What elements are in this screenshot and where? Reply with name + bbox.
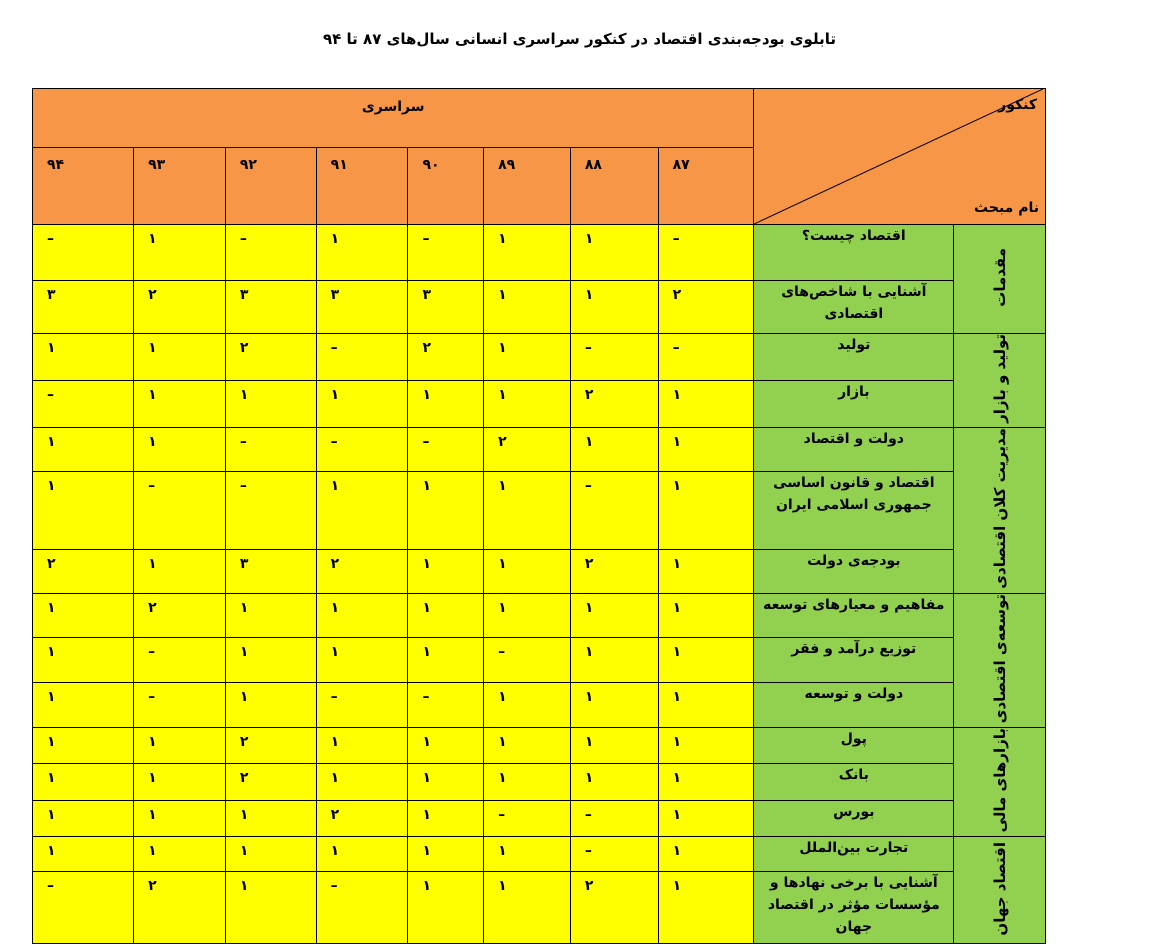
value-cell: ۲ bbox=[225, 334, 316, 381]
value-cell: ۲ bbox=[225, 727, 316, 763]
value-cell: ۱ bbox=[316, 225, 408, 281]
value-cell: – bbox=[316, 872, 408, 944]
topic-cell: آشنایی با شاخص‌های اقتصادی bbox=[754, 281, 954, 334]
topic-cell: توزیع درآمد و فقر bbox=[754, 638, 954, 683]
value-cell: – bbox=[225, 427, 316, 471]
year-header: ۸۸ bbox=[570, 148, 658, 225]
value-cell: ۲ bbox=[225, 764, 316, 800]
value-cell: ۱ bbox=[33, 837, 134, 872]
value-cell: ۱ bbox=[658, 727, 754, 763]
value-cell: – bbox=[570, 800, 658, 836]
table-row bbox=[33, 225, 1046, 281]
value-cell: ۱ bbox=[134, 334, 226, 381]
value-cell: ۱ bbox=[484, 727, 571, 763]
value-cell: ۱ bbox=[134, 727, 226, 763]
value-cell: ۳ bbox=[33, 281, 134, 334]
value-cell: ۱ bbox=[484, 334, 571, 381]
value-cell: – bbox=[484, 800, 571, 836]
topic-cell: اقتصاد و قانون اساسی جمهوری اسلامی ایران bbox=[754, 471, 954, 549]
corner-cell bbox=[754, 89, 1046, 225]
category-cell bbox=[954, 334, 1046, 428]
value-cell: ۱ bbox=[658, 427, 754, 471]
value-cell: ۱ bbox=[484, 683, 571, 728]
value-cell: ۱ bbox=[316, 727, 408, 763]
table-row bbox=[33, 549, 1046, 593]
value-cell: ۱ bbox=[484, 225, 571, 281]
value-cell: ۱ bbox=[570, 427, 658, 471]
value-cell: ۱ bbox=[33, 593, 134, 638]
value-cell: ۱ bbox=[658, 800, 754, 836]
value-cell: ۱ bbox=[570, 764, 658, 800]
table-row bbox=[33, 727, 1046, 763]
value-cell: ۱ bbox=[658, 549, 754, 593]
category-label: مقدمات bbox=[990, 247, 1009, 307]
value-cell: – bbox=[658, 225, 754, 281]
value-cell: ۱ bbox=[316, 764, 408, 800]
value-cell: ۱ bbox=[570, 225, 658, 281]
value-cell: ۱ bbox=[408, 549, 484, 593]
value-cell: ۱ bbox=[658, 638, 754, 683]
value-cell: ۱ bbox=[225, 800, 316, 836]
year-header: ۸۹ bbox=[484, 148, 571, 225]
value-cell: ۱ bbox=[225, 837, 316, 872]
value-cell: ۲ bbox=[33, 549, 134, 593]
value-cell: ۱ bbox=[408, 593, 484, 638]
value-cell: ۱ bbox=[134, 380, 226, 427]
topic-cell: تولید bbox=[754, 334, 954, 381]
category-label: بازارهای مالی bbox=[990, 727, 1009, 833]
value-cell: ۱ bbox=[316, 837, 408, 872]
value-cell: – bbox=[408, 427, 484, 471]
value-cell: – bbox=[316, 683, 408, 728]
value-cell: ۱ bbox=[316, 380, 408, 427]
value-cell: ۱ bbox=[570, 638, 658, 683]
table-row bbox=[33, 872, 1046, 944]
category-label: تولید و بازار bbox=[990, 334, 1009, 423]
value-cell: ۱ bbox=[658, 764, 754, 800]
value-cell: ۱ bbox=[408, 471, 484, 549]
value-cell: ۲ bbox=[658, 281, 754, 334]
value-cell: ۱ bbox=[316, 471, 408, 549]
table-row bbox=[33, 837, 1046, 872]
value-cell: ۱ bbox=[658, 471, 754, 549]
value-cell: ۱ bbox=[570, 727, 658, 763]
value-cell: ۱ bbox=[225, 872, 316, 944]
value-cell: – bbox=[134, 638, 226, 683]
value-cell: – bbox=[225, 225, 316, 281]
value-cell: ۲ bbox=[570, 380, 658, 427]
corner-exam-label: کنکور bbox=[998, 97, 1037, 113]
value-cell: ۱ bbox=[33, 683, 134, 728]
value-cell: ۱ bbox=[658, 683, 754, 728]
value-cell: – bbox=[134, 683, 226, 728]
topic-cell: بودجه‌ی دولت bbox=[754, 549, 954, 593]
value-cell: ۲ bbox=[134, 872, 226, 944]
topic-cell: اقتصاد چیست؟ bbox=[754, 225, 954, 281]
table-row bbox=[33, 281, 1046, 334]
topic-cell: تجارت بین‌الملل bbox=[754, 837, 954, 872]
table-row bbox=[33, 800, 1046, 836]
category-cell bbox=[954, 727, 1046, 836]
category-label: توسعه‌ی اقتصادی bbox=[990, 593, 1009, 723]
category-label: مدیریت کلان اقتصادی bbox=[990, 427, 1009, 589]
value-cell: ۱ bbox=[408, 727, 484, 763]
value-cell: – bbox=[408, 225, 484, 281]
value-cell: ۱ bbox=[225, 638, 316, 683]
category-cell bbox=[954, 593, 1046, 727]
year-header: ۹۴ bbox=[33, 148, 134, 225]
value-cell: ۱ bbox=[225, 683, 316, 728]
value-cell: ۱ bbox=[570, 683, 658, 728]
budget-table bbox=[32, 88, 1046, 944]
value-cell: ۱ bbox=[570, 281, 658, 334]
value-cell: ۱ bbox=[484, 471, 571, 549]
table-row bbox=[33, 380, 1046, 427]
category-cell bbox=[954, 837, 1046, 944]
table-row bbox=[33, 334, 1046, 381]
value-cell: ۱ bbox=[33, 638, 134, 683]
year-header: ۸۷ bbox=[658, 148, 754, 225]
value-cell: – bbox=[33, 225, 134, 281]
value-cell: – bbox=[33, 380, 134, 427]
year-header: ۹۱ bbox=[316, 148, 408, 225]
value-cell: ۱ bbox=[225, 380, 316, 427]
value-cell: ۲ bbox=[134, 593, 226, 638]
value-cell: ۱ bbox=[484, 764, 571, 800]
value-cell: ۱ bbox=[408, 872, 484, 944]
value-cell: ۲ bbox=[570, 872, 658, 944]
value-cell: ۱ bbox=[408, 638, 484, 683]
table-row bbox=[33, 471, 1046, 549]
value-cell: – bbox=[134, 471, 226, 549]
value-cell: ۱ bbox=[484, 380, 571, 427]
value-cell: ۱ bbox=[658, 872, 754, 944]
value-cell: – bbox=[570, 837, 658, 872]
category-cell bbox=[954, 225, 1046, 334]
value-cell: ۱ bbox=[134, 427, 226, 471]
category-cell bbox=[954, 427, 1046, 593]
value-cell: ۱ bbox=[33, 764, 134, 800]
table-row bbox=[33, 683, 1046, 728]
value-cell: ۱ bbox=[316, 593, 408, 638]
value-cell: ۱ bbox=[658, 593, 754, 638]
value-cell: ۱ bbox=[570, 593, 658, 638]
year-header: ۹۳ bbox=[134, 148, 226, 225]
value-cell: ۱ bbox=[316, 638, 408, 683]
value-cell: ۱ bbox=[484, 872, 571, 944]
topic-cell: پول bbox=[754, 727, 954, 763]
topic-cell: بانک bbox=[754, 764, 954, 800]
value-cell: – bbox=[658, 334, 754, 381]
value-cell: ۱ bbox=[33, 727, 134, 763]
value-cell: – bbox=[484, 638, 571, 683]
table-row bbox=[33, 764, 1046, 800]
value-cell: – bbox=[570, 471, 658, 549]
value-cell: ۲ bbox=[484, 427, 571, 471]
value-cell: ۱ bbox=[33, 427, 134, 471]
value-cell: – bbox=[316, 427, 408, 471]
value-cell: ۱ bbox=[484, 281, 571, 334]
topic-cell: بورس bbox=[754, 800, 954, 836]
value-cell: ۱ bbox=[134, 225, 226, 281]
value-cell: ۳ bbox=[225, 281, 316, 334]
value-cell: ۳ bbox=[316, 281, 408, 334]
value-cell: ۱ bbox=[33, 800, 134, 836]
value-cell: – bbox=[570, 334, 658, 381]
table-row bbox=[33, 427, 1046, 471]
value-cell: ۱ bbox=[658, 380, 754, 427]
value-cell: ۱ bbox=[134, 764, 226, 800]
value-cell: ۱ bbox=[408, 800, 484, 836]
topic-cell: آشنایی با برخی نهادها و مؤسسات مؤثر در اقتصاد جهان bbox=[754, 872, 954, 944]
table-row bbox=[33, 638, 1046, 683]
year-header: ۹۲ bbox=[225, 148, 316, 225]
value-cell: – bbox=[316, 334, 408, 381]
value-cell: – bbox=[408, 683, 484, 728]
value-cell: ۱ bbox=[408, 837, 484, 872]
value-cell: ۳ bbox=[225, 549, 316, 593]
value-cell: ۳ bbox=[408, 281, 484, 334]
table-row bbox=[33, 593, 1046, 638]
value-cell: ۲ bbox=[408, 334, 484, 381]
topic-cell: بازار bbox=[754, 380, 954, 427]
topic-cell: دولت و توسعه bbox=[754, 683, 954, 728]
value-cell: ۲ bbox=[316, 549, 408, 593]
value-cell: ۲ bbox=[134, 281, 226, 334]
year-header: ۹۰ bbox=[408, 148, 484, 225]
value-cell: ۱ bbox=[484, 593, 571, 638]
value-cell: – bbox=[225, 471, 316, 549]
value-cell: ۱ bbox=[408, 380, 484, 427]
value-cell: ۱ bbox=[484, 837, 571, 872]
category-label: اقتصاد جهان bbox=[990, 841, 1009, 936]
group-header: سراسری bbox=[33, 89, 754, 148]
value-cell: ۱ bbox=[33, 471, 134, 549]
value-cell: ۱ bbox=[134, 549, 226, 593]
corner-topic-label: نام مبحث bbox=[974, 200, 1039, 216]
value-cell: ۲ bbox=[570, 549, 658, 593]
value-cell: ۱ bbox=[408, 764, 484, 800]
topic-cell: مفاهیم و معیارهای توسعه bbox=[754, 593, 954, 638]
value-cell: ۲ bbox=[316, 800, 408, 836]
value-cell: ۱ bbox=[33, 334, 134, 381]
value-cell: ۱ bbox=[658, 837, 754, 872]
value-cell: ۱ bbox=[225, 593, 316, 638]
table-body bbox=[33, 225, 1046, 944]
value-cell: ۱ bbox=[134, 837, 226, 872]
value-cell: ۱ bbox=[134, 800, 226, 836]
page-title: تابلوی بودجه‌بندی اقتصاد در کنکور سراسری انسانی سال‌های ۸۷ تا ۹۴ bbox=[323, 30, 836, 48]
value-cell: ۱ bbox=[484, 549, 571, 593]
value-cell: – bbox=[33, 872, 134, 944]
topic-cell: دولت و اقتصاد bbox=[754, 427, 954, 471]
